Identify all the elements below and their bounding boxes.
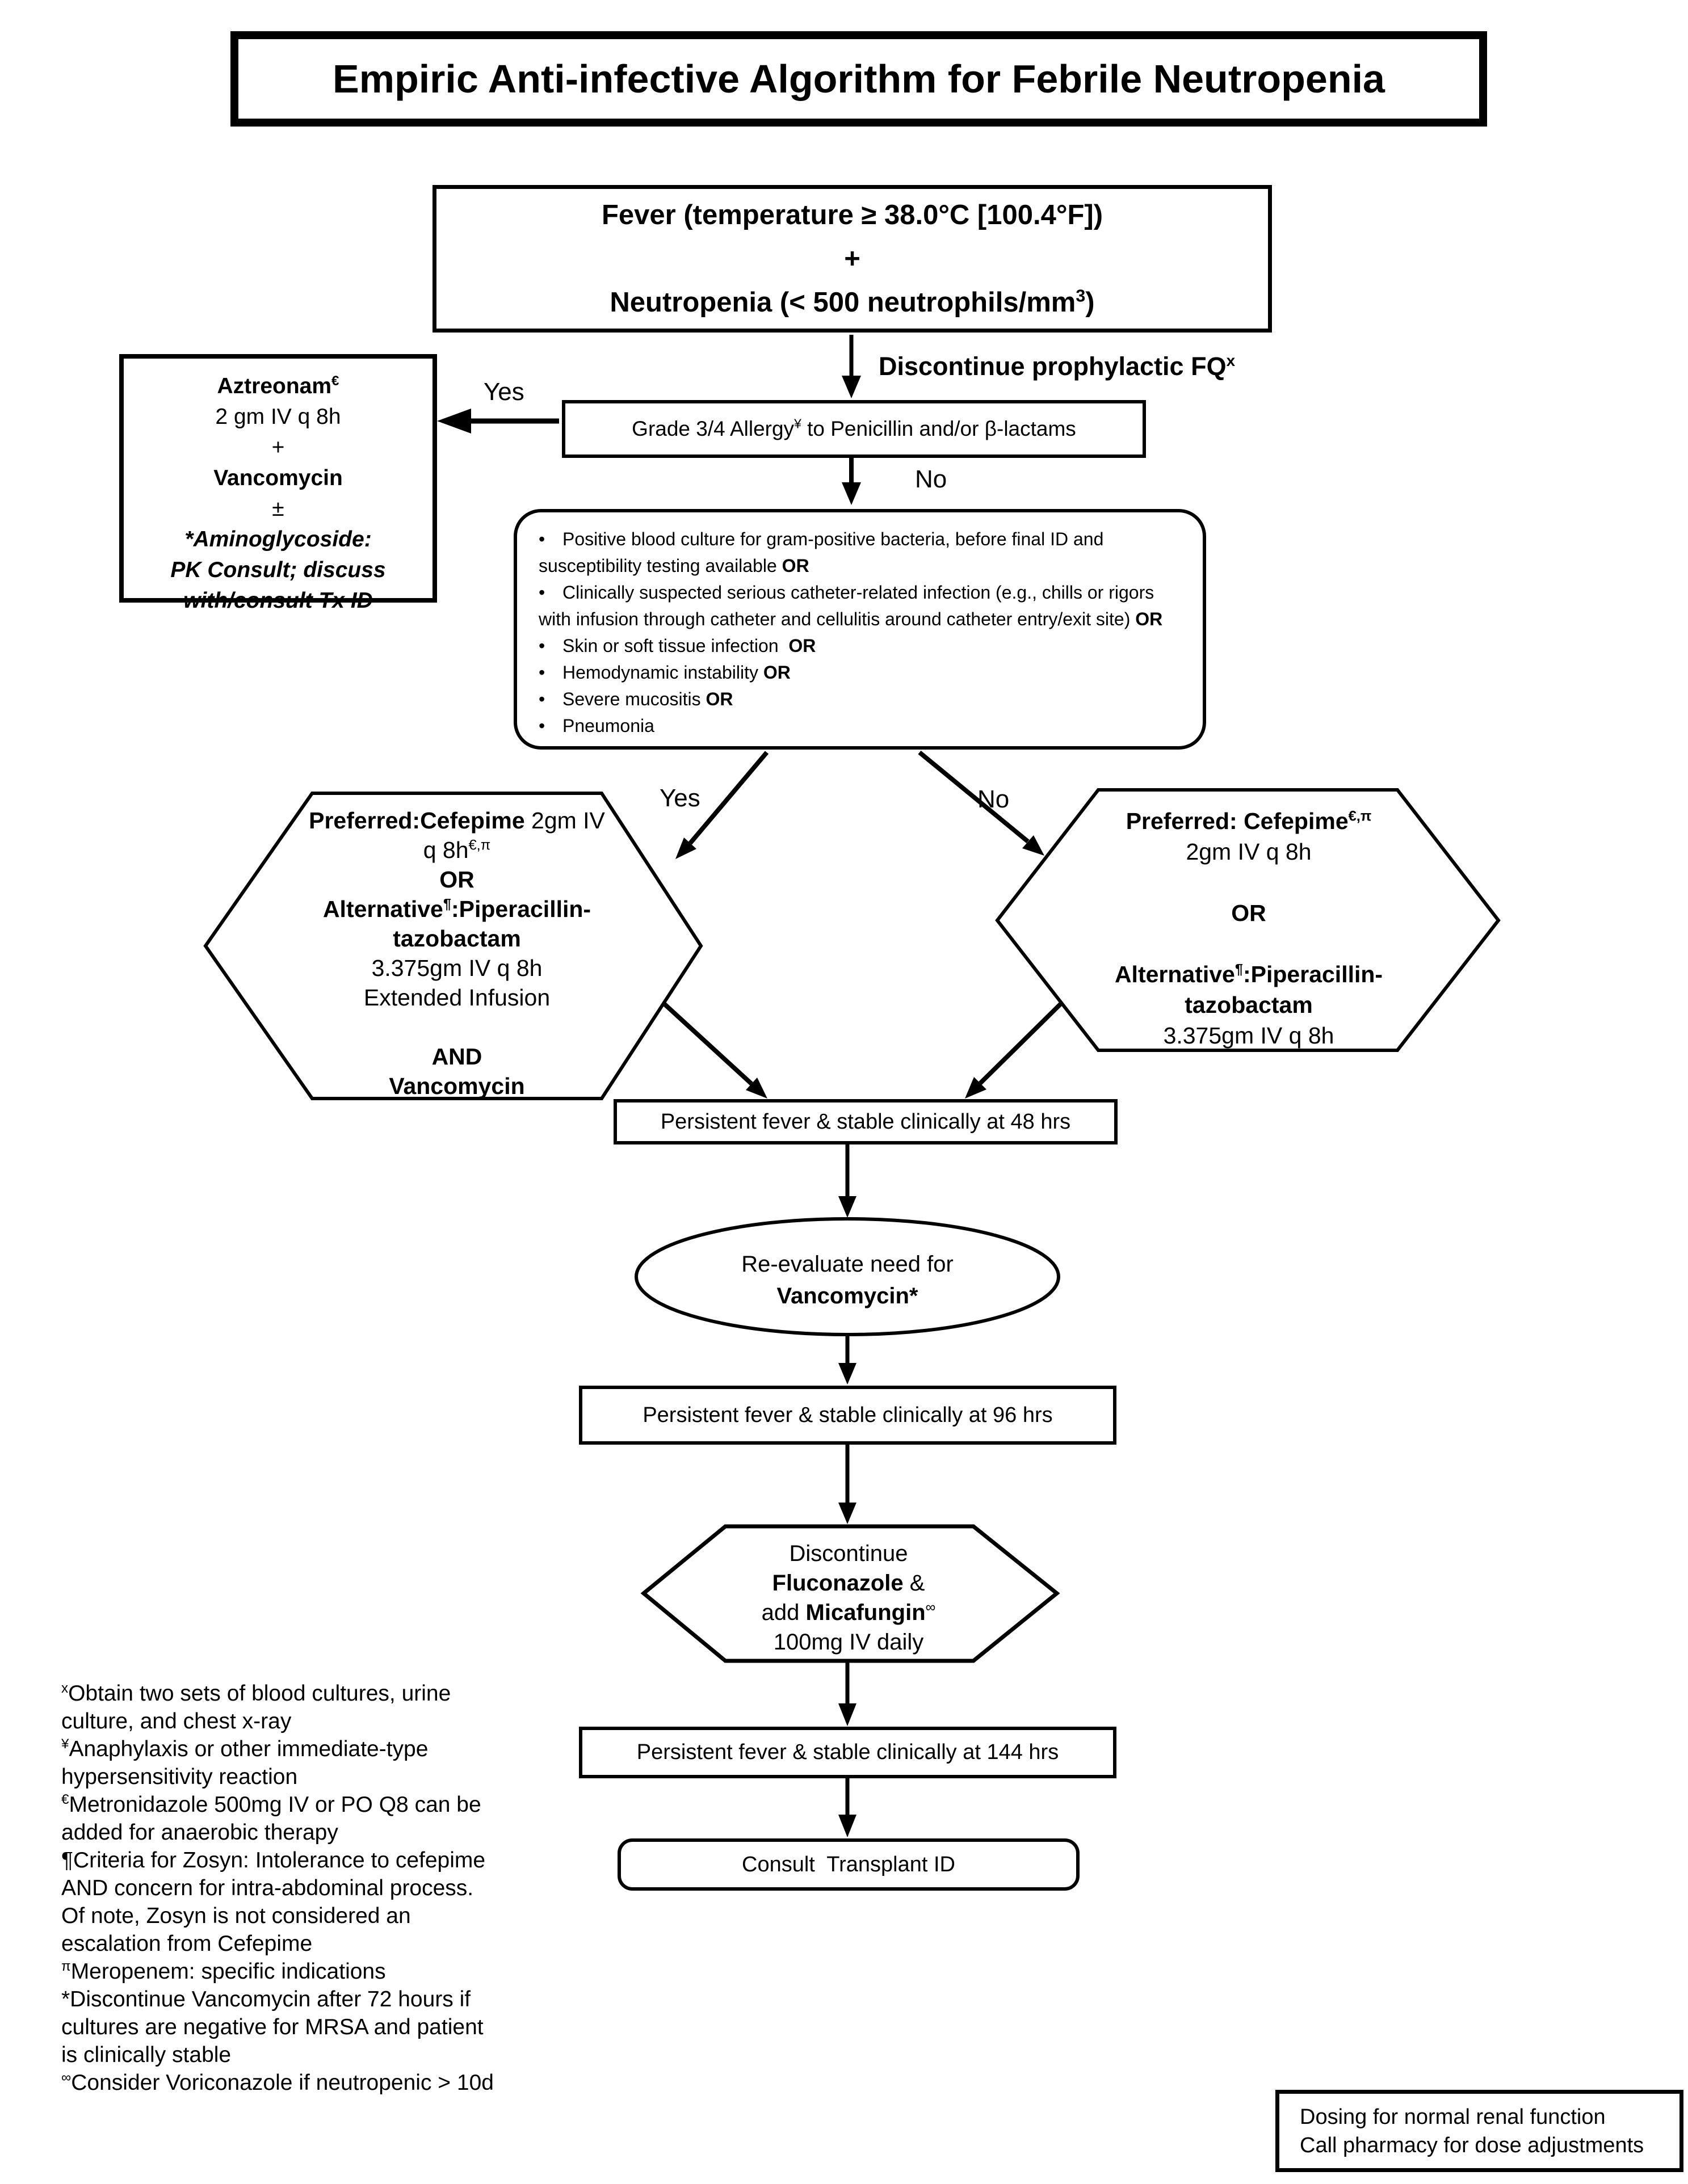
label-no-allergy: No xyxy=(915,465,947,493)
label-yes-allergy: Yes xyxy=(484,378,524,406)
arrow-48hrs-to-reevaluate xyxy=(838,1144,856,1218)
arrow-antifungal-to-144hrs xyxy=(838,1661,856,1726)
arrow-144hrs-to-consult xyxy=(838,1778,856,1837)
persistent-fever-48hrs-box: Persistent fever & stable clinically at 48 hrs xyxy=(614,1099,1118,1144)
arrow-criteria-no-shaft xyxy=(919,752,1028,841)
arrow-allergy-yes-to-aztreonam xyxy=(437,409,559,434)
arrow-48-head xyxy=(838,1196,856,1218)
discontinue-fq-label: Discontinue prophylactic $FQ^x$ xyxy=(879,352,1236,381)
reevaluate-vancomycin-text: Re-evaluate need for Vancomycin* xyxy=(741,1252,954,1308)
fever-neutropenia-box: Fever (temperature ≥ 38.0°C [100.4°F]) + Neutropenia (< 500 neutrophils/$mm^3$) xyxy=(433,185,1272,333)
aztreonam-vancomycin-box: Aztreonam€ 2 gm IV q 8h + Vancomycin ± *Aminoglycoside: PK Consult; discuss with/consult Tx ID xyxy=(119,354,437,603)
arrow-96hrs-to-antifungal xyxy=(838,1444,856,1524)
footnotes-block: $^x$Obtain two sets of blood cultures, urine culture, and chest x-ray ¥Anaphylaxis or other immediate-type hypersensitivity reaction €Metronidazole 500mg IV or PO Q8 can be added for anaerobic therapy ¶Criteria for Zosyn: Intolerance to cefepime AND concern for intra-abdominal process. Of note, Zosyn is not considered an escalation from Cefepime $^\pi$Meropenem: specific indications *Discontinue Vancomycin after 72 hours if cultures are negative for MRSA and patient is clinically stable ∞Consider Voriconazole if neutropenic > 10d xyxy=(61,1681,494,2095)
label-yes-criteria: Yes xyxy=(660,784,700,812)
persistent-fever-96hrs-box: Persistent fever & stable clinically at 96 hrs xyxy=(579,1386,1116,1445)
arrow-allergy-no-to-criteria xyxy=(842,457,861,505)
arrow-144-head xyxy=(838,1815,856,1837)
arrow-left-hexagon-to-48hrs xyxy=(664,1003,767,1099)
consult-transplant-id-box: Consult Transplant ID xyxy=(618,1838,1080,1891)
persistent-fever-144hrs-box: Persistent fever & stable clinically at 144 hrs xyxy=(579,1727,1116,1778)
label-no-criteria: No xyxy=(977,785,1010,813)
page-title: Empiric Anti-infective Algorithm for Febrile Neutropenia xyxy=(333,57,1385,101)
arrow-right-hexagon-to-48hrs xyxy=(965,1003,1061,1099)
title-box xyxy=(230,31,1487,127)
regimen-allergy-no-text: Preferred: Cefepime$^{€,\pi}$ 2gm IV q 8h OR Alternative¶:Piperacillin- tazobactam 3.375gm IV q 8h xyxy=(1114,808,1383,1049)
antifungal-switch-text: Discontinue Fluconazole & add Micafungin∞ 100mg IV daily xyxy=(761,1541,936,1655)
arrow-allergy-yes-head xyxy=(437,409,471,434)
vancomycin-criteria-box: • Positive blood culture for gram-positive bacteria, before final ID and susceptibility testing available OR • Clinically suspected serious catheter-related infection (e.g., chills or rigors with infusion through catheter and cellulitis around catheter entry/exit site) OR • Skin or soft tissue infection OR • Hemodynamic instability OR • Severe mucositis OR • Pneumonia xyxy=(514,509,1206,750)
arrow-antifungal-head xyxy=(838,1703,856,1726)
arrow-criteria-yes-shaft xyxy=(690,752,767,843)
arrow-allergy-no-head xyxy=(842,482,861,505)
arrow-fever-to-allergy-head xyxy=(842,376,861,398)
allergy-decision-box: Grade 3/4 Allergy¥ to Penicillin and/or β-lactams xyxy=(562,400,1146,458)
arrow-left-hex-shaft xyxy=(664,1003,751,1084)
arrow-reevaluate-to-96hrs xyxy=(838,1335,856,1385)
dosing-note-box: Dosing for normal renal function Call pharmacy for dose adjustments xyxy=(1275,2090,1683,2172)
arrow-right-hex-shaft xyxy=(980,1003,1061,1083)
arrow-fever-to-allergy xyxy=(842,335,861,398)
regimen-allergy-yes-text: Preferred:Cefepime 2gm IV q $8h^{€,\pi}$ OR Alternative¶:Piperacillin- tazobactam 3.375gm IV q 8h Extended Infusion AND Vancomycin xyxy=(309,807,605,1099)
arrow-reeval-head xyxy=(838,1363,856,1385)
arrow-96-head xyxy=(838,1503,856,1524)
